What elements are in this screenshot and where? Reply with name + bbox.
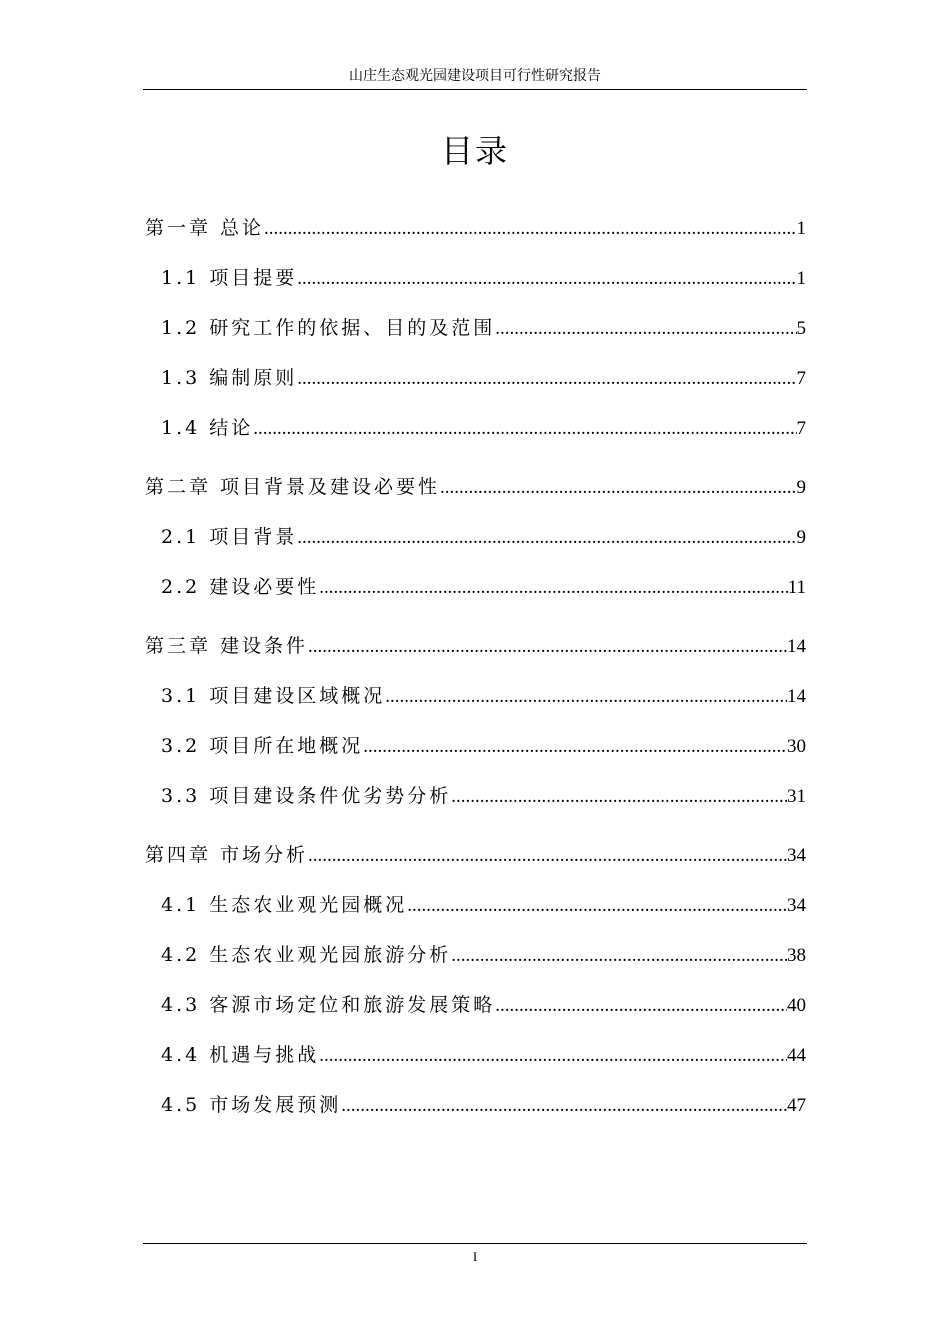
dot-leader: [407, 888, 787, 924]
toc-entry-label: 1.2 研究工作的依据、目的及范围: [161, 317, 496, 339]
toc-entry-page: 47: [787, 1095, 806, 1116]
toc-entry-page: 44: [787, 1045, 806, 1066]
toc-entry-page: 11: [787, 577, 806, 598]
toc-section-entry[interactable]: [145, 260, 806, 296]
toc-entry-page: 30: [787, 736, 806, 757]
dot-leader: [451, 779, 787, 815]
toc-section-entry[interactable]: [145, 887, 806, 923]
toc-entry-label: 1.3 编制原则: [161, 367, 298, 389]
toc-entry-page: 9: [796, 477, 806, 498]
toc-section-entry[interactable]: [145, 1037, 806, 1073]
toc-chapter-entry[interactable]: [145, 469, 806, 505]
toc-entry-label: 3.1 项目建设区域概况: [161, 685, 386, 707]
toc-chapter-entry[interactable]: [145, 210, 806, 246]
dot-leader: [308, 629, 787, 665]
dot-leader: [308, 838, 787, 874]
toc-section-entry[interactable]: [145, 360, 806, 396]
toc-entry-page: 9: [796, 527, 806, 548]
toc-entry-page: 31: [787, 786, 806, 807]
toc-section-entry[interactable]: [145, 678, 806, 714]
page-header: [143, 66, 807, 90]
toc-entry-label: 1.1 项目提要: [161, 267, 298, 289]
dot-leader: [297, 361, 796, 397]
dot-leader: [363, 729, 787, 765]
page-number: I: [472, 1249, 478, 1264]
dot-leader: [341, 1088, 787, 1124]
dot-leader: [319, 570, 787, 606]
toc-entry-label: 第四章 市场分析: [145, 844, 309, 866]
page-footer: [143, 1243, 807, 1270]
toc-entry-label: 第三章 建设条件: [145, 635, 309, 657]
toc-entry-label: 4.4 机遇与挑战: [161, 1044, 320, 1066]
toc-entry-label: 第一章 总论: [145, 217, 265, 239]
toc-entry-label: 第二章 项目背景及建设必要性: [145, 476, 441, 498]
table-of-contents: [145, 210, 806, 1123]
dot-leader: [319, 1038, 787, 1074]
dot-leader: [297, 520, 796, 556]
toc-entry-label: 2.1 项目背景: [161, 526, 298, 548]
toc-entry-label: 3.2 项目所在地概况: [161, 735, 364, 757]
toc-entry-page: 7: [796, 368, 806, 389]
toc-chapter-entry[interactable]: [145, 837, 806, 873]
toc-entry-page: 40: [787, 995, 806, 1016]
toc-entry-page: 34: [787, 845, 806, 866]
toc-section-entry[interactable]: [145, 987, 806, 1023]
toc-section-entry[interactable]: [145, 778, 806, 814]
document-title: 山庄生态观光园建设项目可行性研究报告: [349, 68, 601, 84]
toc-entry-page: 34: [787, 895, 806, 916]
dot-leader: [495, 988, 787, 1024]
toc-section-entry[interactable]: [145, 519, 806, 555]
dot-leader: [253, 411, 796, 447]
toc-entry-page: 14: [787, 686, 806, 707]
toc-entry-label: 4.2 生态农业观光园旅游分析: [161, 944, 452, 966]
dot-leader: [451, 938, 787, 974]
toc-entry-page: 7: [796, 418, 806, 439]
toc-entry-page: 1: [796, 268, 806, 289]
dot-leader: [495, 311, 796, 347]
toc-entry-label: 4.3 客源市场定位和旅游发展策略: [161, 994, 496, 1016]
toc-entry-page: 1: [796, 218, 806, 239]
toc-title: 目录: [440, 132, 509, 170]
toc-entry-page: 5: [796, 318, 806, 339]
dot-leader: [297, 261, 796, 297]
toc-entry-label: 2.2 建设必要性: [161, 576, 320, 598]
toc-entry-label: 4.1 生态农业观光园概况: [161, 894, 408, 916]
toc-section-entry[interactable]: [145, 728, 806, 764]
toc-entry-page: 14: [787, 636, 806, 657]
toc-section-entry[interactable]: [145, 569, 806, 605]
toc-entry-label: 3.3 项目建设条件优劣势分析: [161, 785, 452, 807]
toc-section-entry[interactable]: [145, 310, 806, 346]
toc-entry-label: 1.4 结论: [161, 417, 254, 439]
dot-leader: [440, 470, 796, 506]
dot-leader: [264, 211, 796, 247]
dot-leader: [385, 679, 787, 715]
toc-entry-page: 38: [787, 945, 806, 966]
toc-chapter-entry[interactable]: [145, 628, 806, 664]
toc-entry-label: 4.5 市场发展预测: [161, 1094, 342, 1116]
toc-section-entry[interactable]: [145, 937, 806, 973]
toc-section-entry[interactable]: [145, 410, 806, 446]
toc-section-entry[interactable]: [145, 1087, 806, 1123]
